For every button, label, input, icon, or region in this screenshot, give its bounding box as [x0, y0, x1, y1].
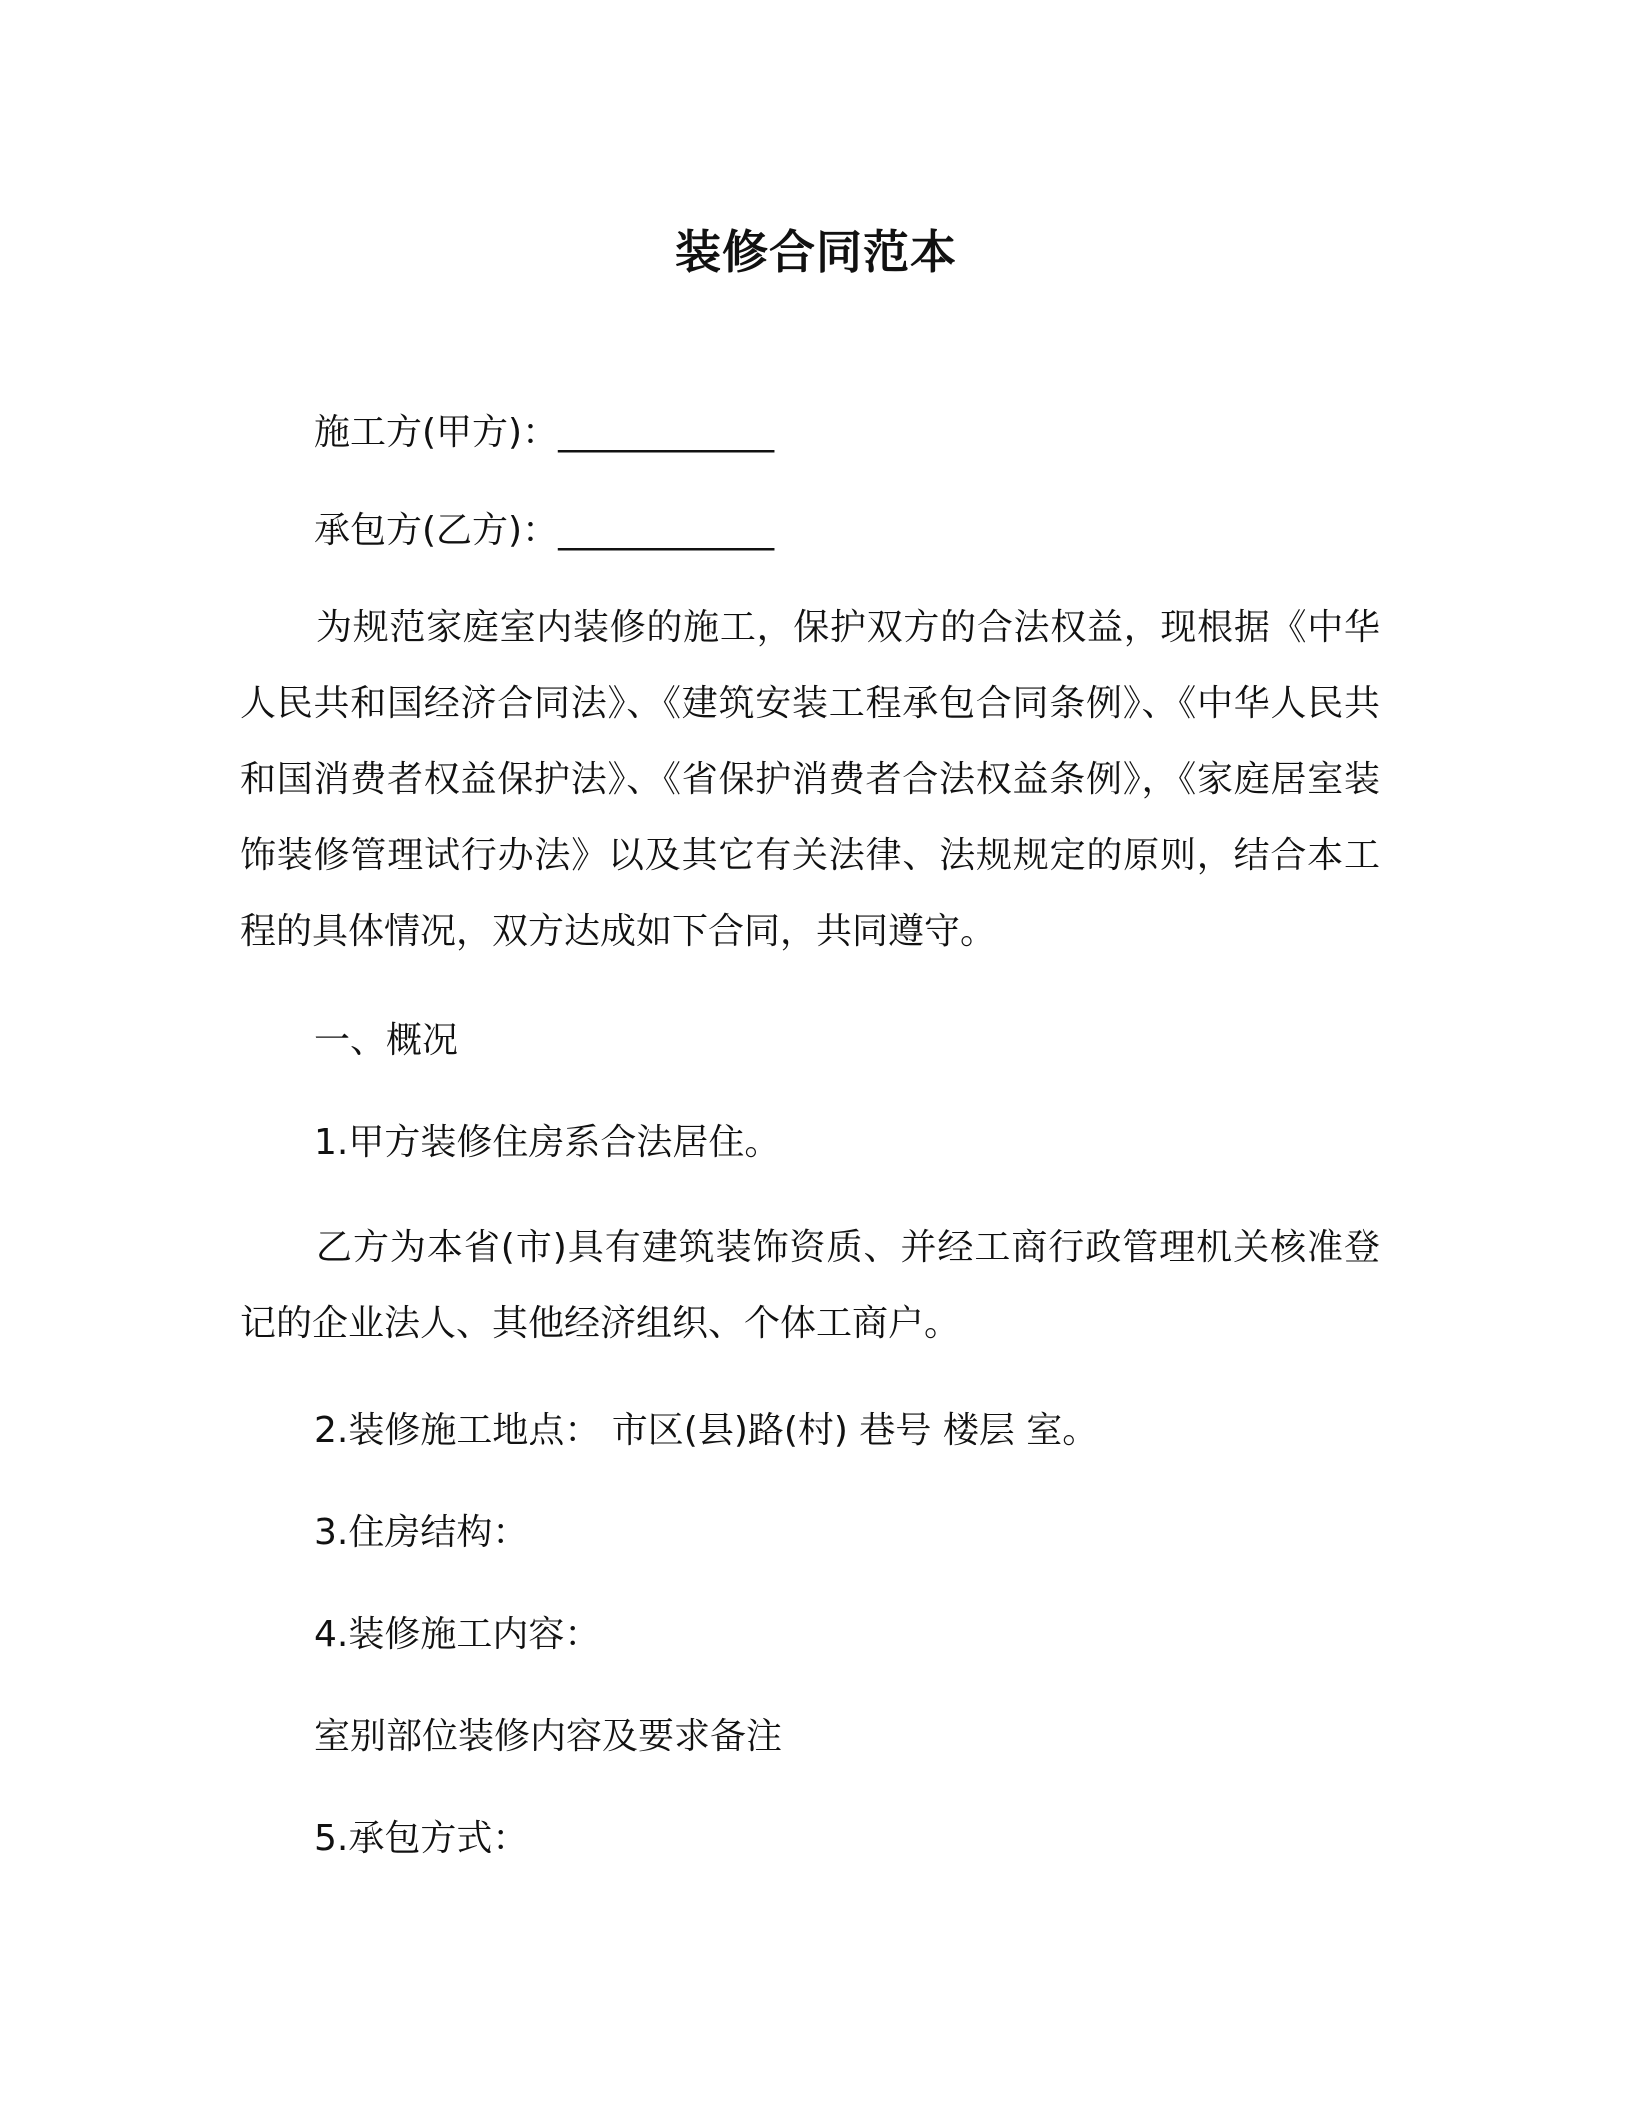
item-1-b-paragraph: 乙方为本省(市)具有建筑装饰资质、并经工商行政管理机关核准登记的企业法人、其他经济组织、个体工商户。 — [240, 1227, 1380, 1344]
party-a-line: 施工方(甲方)：____________ — [314, 412, 775, 453]
item-1: 1.甲方装修住房系合法居住。 — [314, 1122, 781, 1163]
item-4-content: 4.装修施工内容： — [314, 1614, 601, 1655]
section-1-heading: 一、概况 — [314, 1020, 459, 1061]
item-5-contract-method: 5.承包方式： — [314, 1818, 529, 1859]
item-4-table-header: 室别部位装修内容及要求备注 — [314, 1716, 783, 1757]
document-title: 装修合同范本 — [675, 225, 957, 279]
party-b-line: 承包方(乙方)：____________ — [314, 510, 775, 551]
preamble-paragraph: 为规范家庭室内装修的施工，保护双方的合法权益，现根据《中华人民共和国经济合同法》、《建筑安装工程承包合同条例》、《中华人民共和国消费者权益保护法》、《省保护消费者合法权益条例》，《家庭居室装饰装修管理试行办法》以及其它有关法律、法规规定的原则，结合本工程的具体情况，双方达成如下合同，共同遵守。 — [240, 607, 1380, 952]
item-2-location: 2.装修施工地点： 市区(县)路(村) 巷号 楼层 室。 — [314, 1410, 1099, 1451]
item-3-structure: 3.住房结构： — [314, 1512, 529, 1553]
